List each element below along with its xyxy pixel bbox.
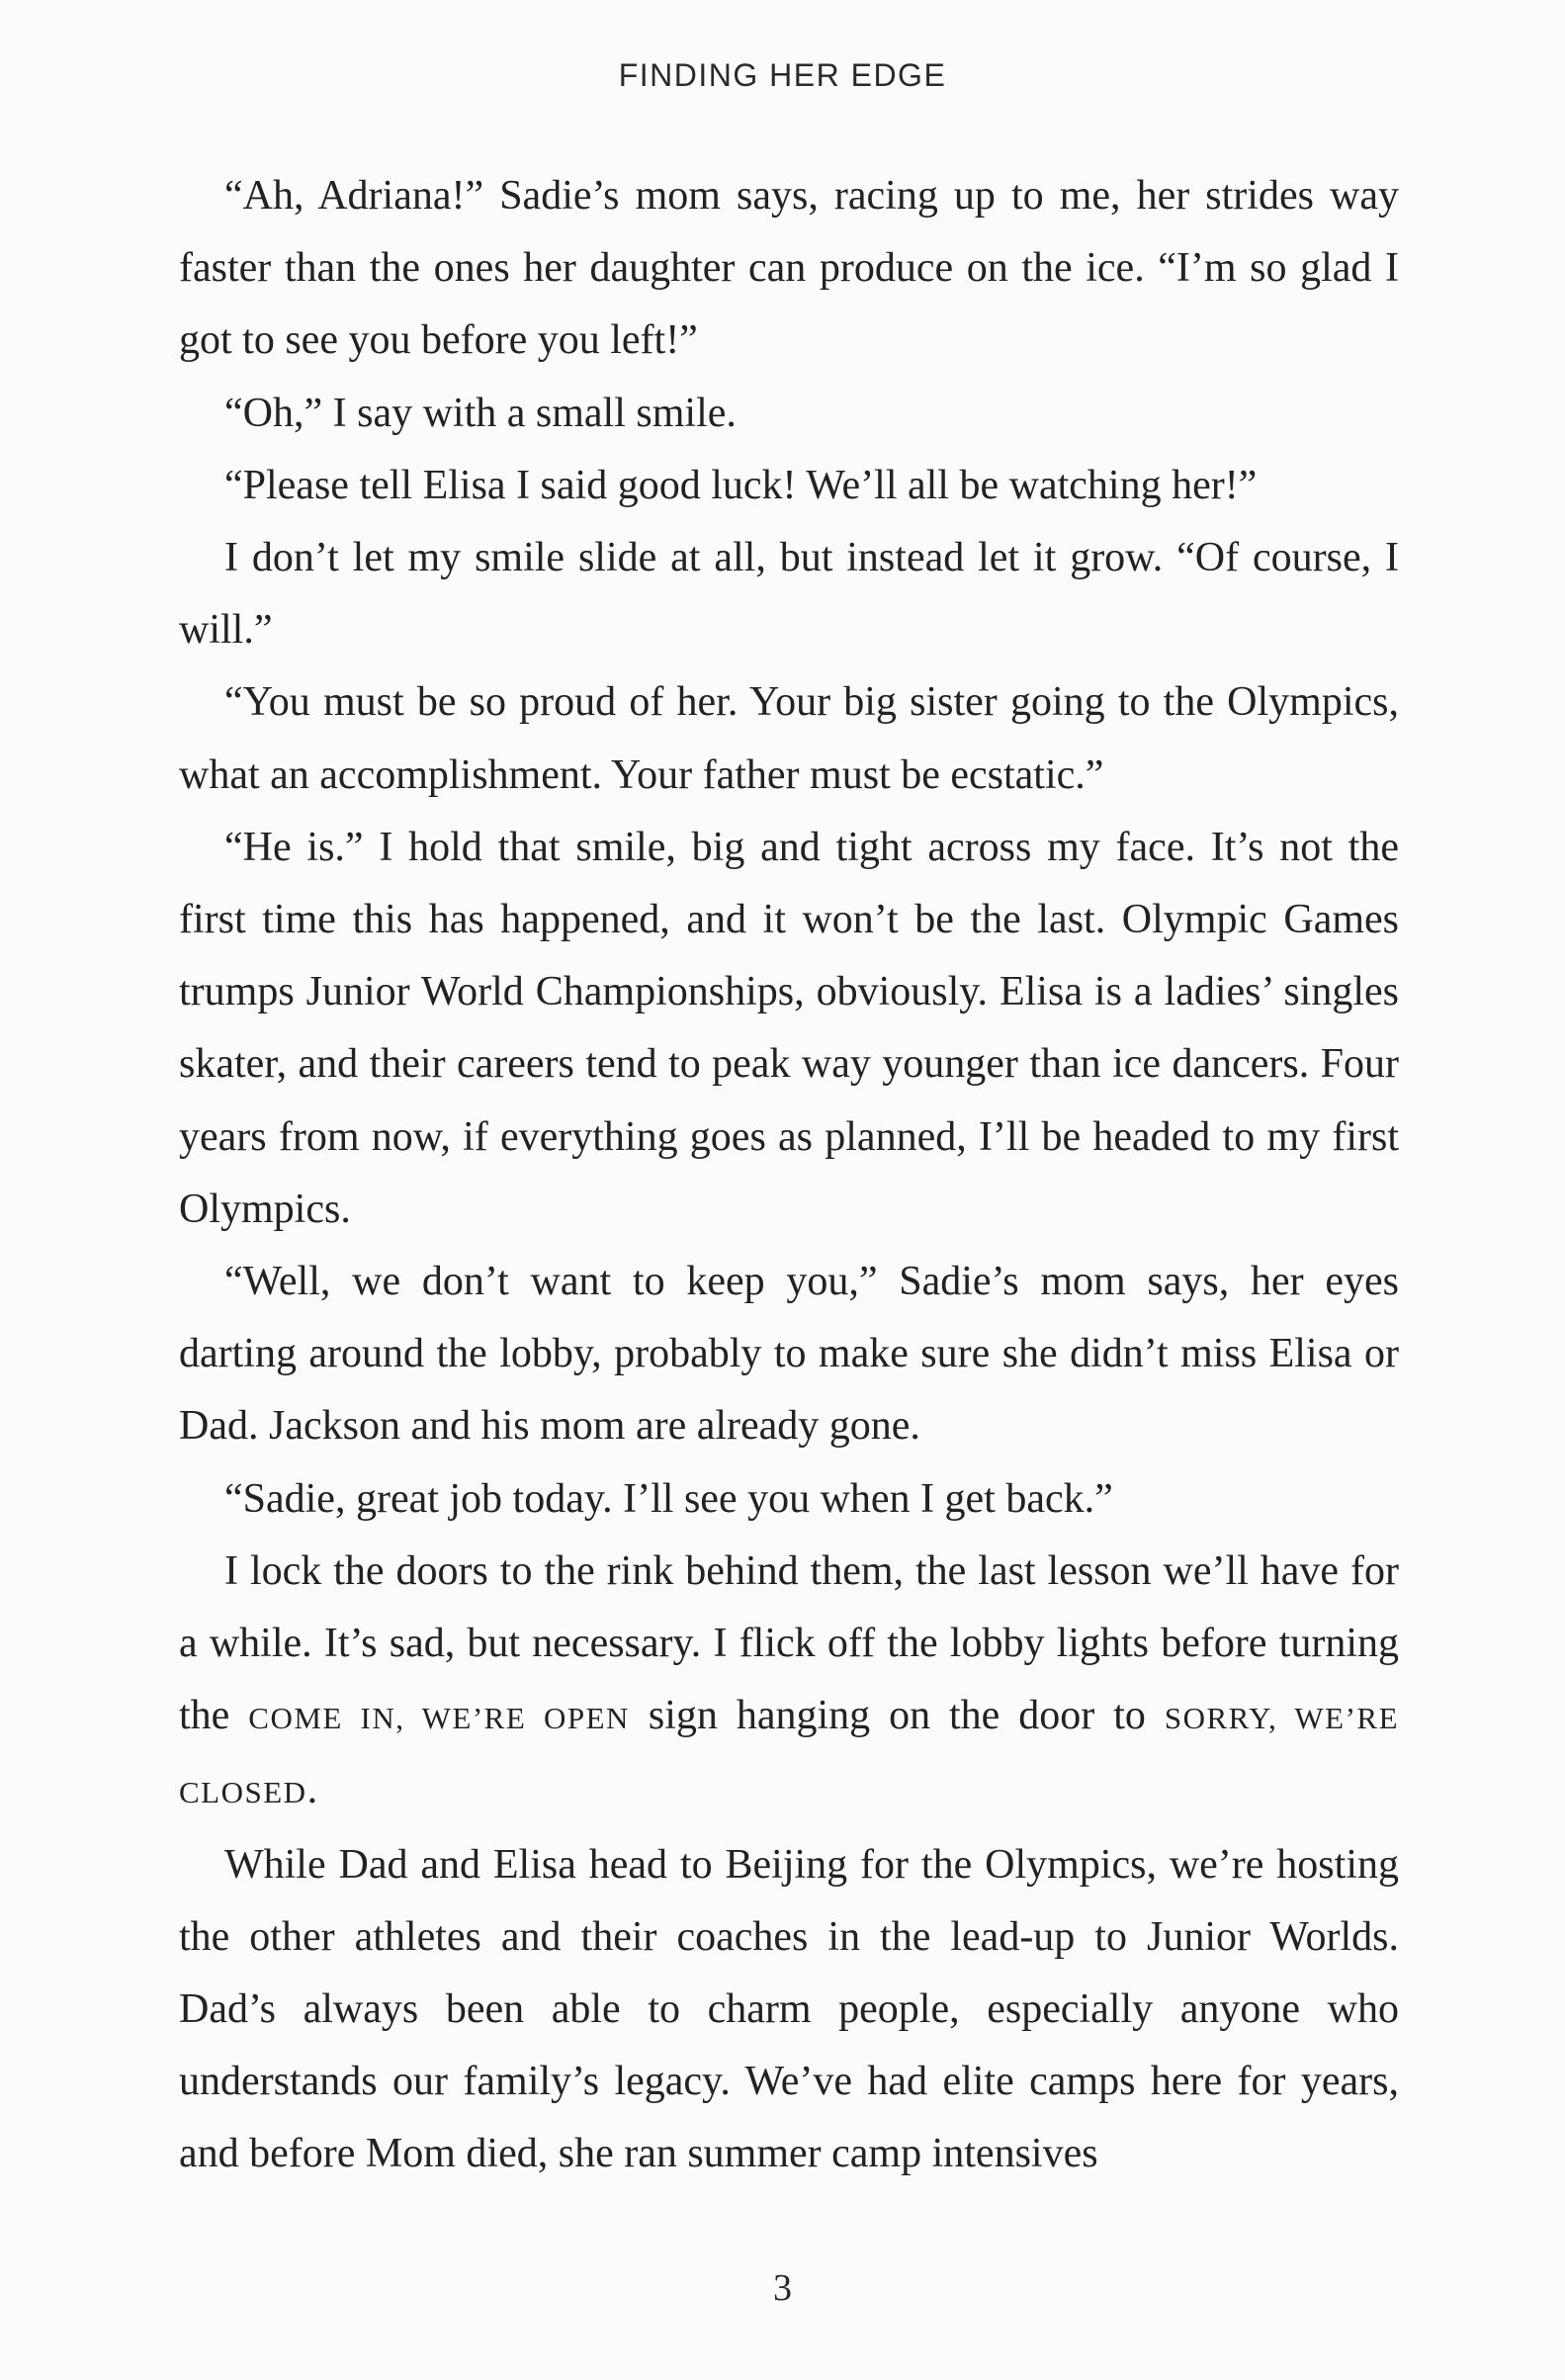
- paragraph-6: “He is.” I hold that smile, big and tight across my face. It’s not the first time this has happened, and it won’t be the last. Olympic Games trumps Junior World Championships, obviously. Elisa is a ladies’ singles skater, and their careers tend to peak way younger than ice dancers. Four years from now, if everything goes as planned, I’ll be headed to my first Olympics.: [179, 824, 1399, 1232]
- paragraph-8: “Sadie, great job today. I’ll see you when I get back.”: [224, 1475, 1113, 1522]
- paragraph-10: While Dad and Elisa head to Beijing for the Olympics, we’re hosting the other athletes and their coaches in the lead-up to Junior Worlds. Dad’s always been able to charm people, especially anyone who understands our family’s legacy. We’ve had elite camps here for years, and before Mom died, she ran summer camp intensives: [179, 1841, 1399, 2177]
- paragraph-2: “Oh,” I say with a small smile.: [224, 390, 737, 436]
- body-text: [179, 160, 1399, 2191]
- page-number: 3: [773, 2267, 792, 2309]
- paragraph-9-part-3: .: [306, 1767, 318, 1813]
- paragraph-9-part-1: I lock the doors to the rink behind them, the last lesson we’ll have for a while. It’s sad, but necessary. I flick off the lobby lights before turning the: [179, 1547, 1399, 1739]
- paragraph-7: “Well, we don’t want to keep you,” Sadie’s mom says, her eyes darting around the lobby, probably to make sure she didn’t miss Elisa or Dad. Jackson and his mom are already gone.: [179, 1259, 1399, 1450]
- paragraph-9: [179, 1536, 1399, 1829]
- paragraph-3: “Please tell Elisa I said good luck! We’ll all be watching her!”: [224, 462, 1258, 508]
- sign-open-text: COME IN, WE’RE OPEN: [248, 1701, 630, 1736]
- running-head: FINDING HER EDGE: [618, 57, 947, 93]
- paragraph-5: “You must be so proud of her. Your big sister going to the Olympics, what an accomplishment. Your father must be ecstatic.”: [179, 679, 1399, 798]
- paragraph-4: I don’t let my smile slide at all, but instead let it grow. “Of course, I will.”: [179, 535, 1399, 654]
- paragraph-1: “Ah, Adriana!” Sadie’s mom says, racing up to me, her strides way faster than the ones her daughter can produce on the ice. “I’m so glad I got to see you before you left!”: [179, 173, 1399, 364]
- paragraph-9-part-2: sign hanging on the door to: [629, 1693, 1165, 1739]
- sign-closed-text: SORRY, WE’RE CLOSED: [179, 1701, 1400, 1810]
